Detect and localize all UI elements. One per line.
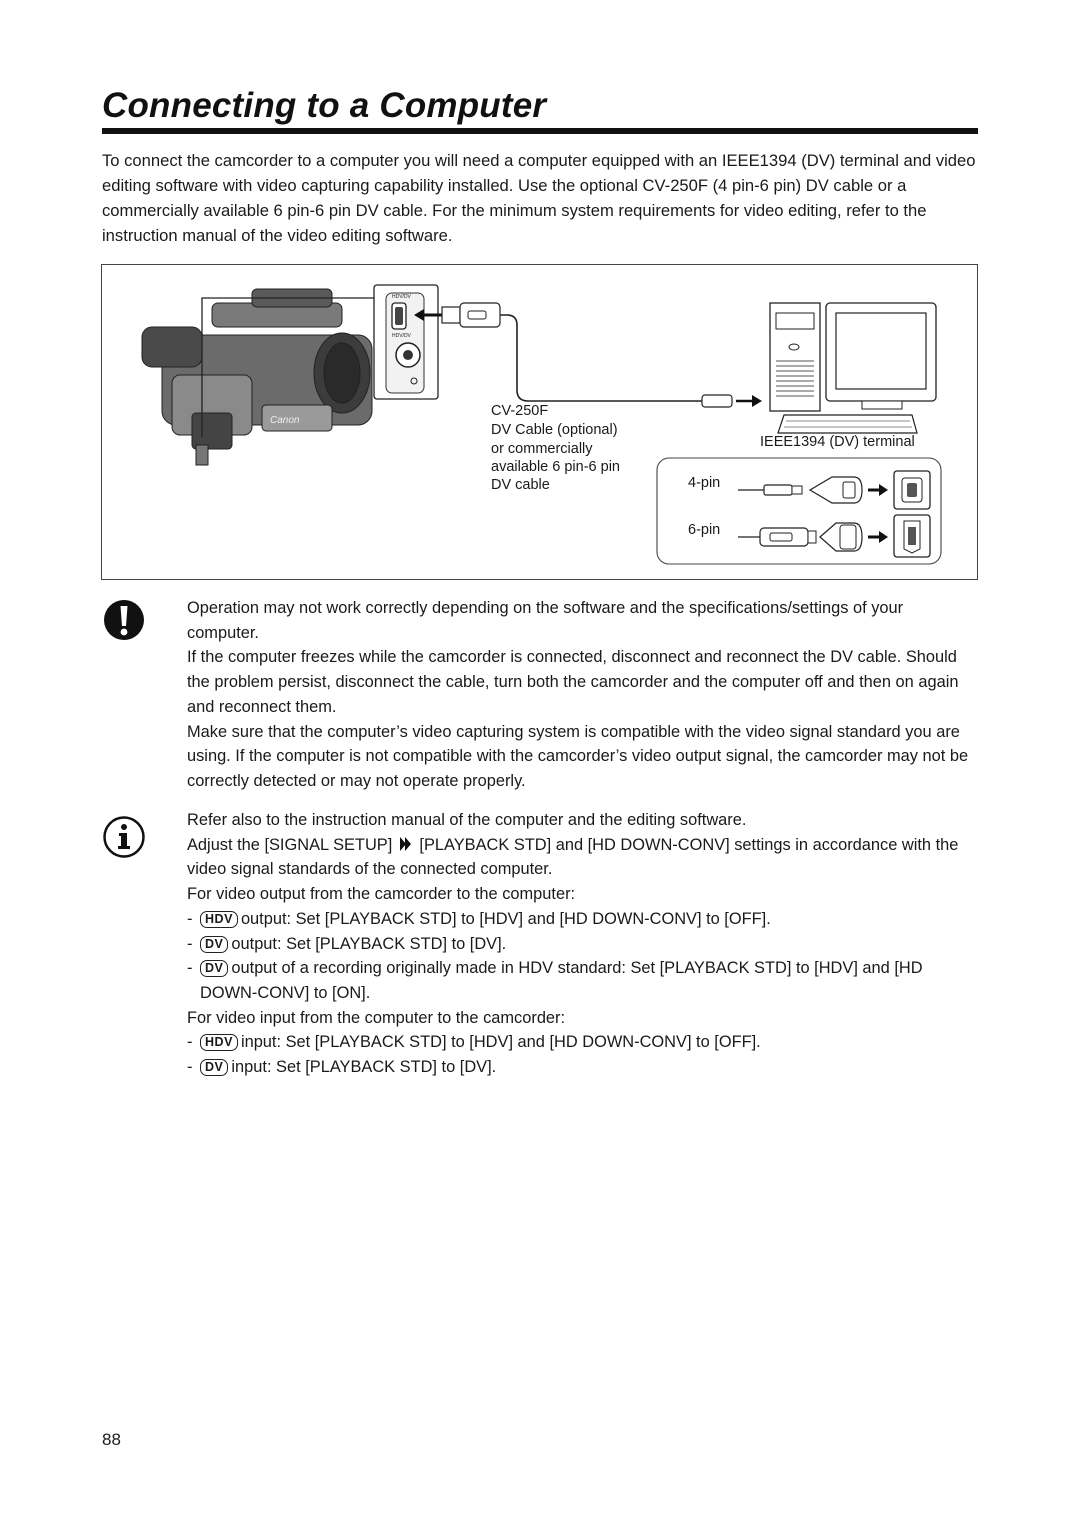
intro-paragraph: To connect the camcorder to a computer you will need a computer equipped with an IEEE1394 (DV) terminal and video editing software with video capturing capability installed. Use the optional CV-250F (4 pin-6 pin) DV cable or a commercially available 6 pin-6 pin DV cable. For the minimum system requirements for video editing, refer to the instruction manual of the video editing software.	[102, 151, 976, 245]
hdv-badge: HDV	[200, 911, 238, 928]
info-paragraph-1: Refer also to the instruction manual of the computer and the editing software.	[187, 811, 747, 829]
info-paragraph-2a: Adjust the [SIGNAL SETUP]	[187, 835, 393, 854]
page-number: 88	[102, 1430, 121, 1449]
camcorder-illustration	[142, 289, 372, 465]
menu-arrow-icon	[399, 836, 413, 852]
caution-paragraph-3: Make sure that the computer’s video capturing system is compatible with the video signal standard you are using. If the computer is not compatible with the camcorder’s video output signal, the camcorder may not be correctly detected or may not operate properly.	[187, 722, 969, 790]
cable-label-line4: available 6 pin-6 pin	[491, 459, 620, 475]
output-item-hdv: - HDV output: Set [PLAYBACK STD] to [HDV] and [HD DOWN-CONV] to [OFF].	[187, 909, 771, 928]
info-paragraph-2	[187, 833, 977, 882]
cable-label-line3: or commercially	[491, 441, 593, 457]
info-paragraph-3: For video output from the camcorder to the computer:	[187, 885, 576, 904]
output-item-dv: - DV output: Set [PLAYBACK STD] to [DV].	[187, 934, 507, 953]
plug-6pin	[760, 528, 808, 546]
cable-label-line2: DV Cable (optional)	[491, 422, 618, 438]
dv-badge: DV	[200, 936, 228, 953]
jack-label-top: HDV/DV	[392, 294, 411, 300]
info-paragraph-4: For video input from the computer to the camcorder:	[187, 1008, 566, 1027]
dv-plug-6pin	[702, 395, 732, 407]
jack-label-bottom: HDV/DV	[392, 333, 411, 339]
caution-paragraph-1: Operation may not work correctly depending on the software and the specifications/settings of your computer.	[187, 599, 904, 642]
hdv-badge: HDV	[200, 1034, 238, 1051]
dv-badge: DV	[200, 1059, 228, 1076]
pin6-label: 6-pin	[688, 522, 721, 538]
caution-paragraph-2: If the computer freezes while the camcorder is connected, disconnect and reconnect the DV cable. Should the problem persist, disconnect the cable, turn both the camcorder and the computer off and then on again and reconnect them.	[187, 648, 959, 716]
info-icon	[102, 815, 146, 859]
input-item-hdv: - HDV input: Set [PLAYBACK STD] to [HDV] and [HD DOWN-CONV] to [OFF].	[187, 1033, 761, 1052]
info-paragraph-2b: [PLAYBACK STD] and [HD DOWN-CONV] settings in accordance with the video signal standards of the connected computer.	[187, 835, 959, 879]
cable-label-line5: DV cable	[491, 477, 550, 493]
terminal-label: IEEE1394 (DV) terminal	[760, 434, 915, 450]
dv-terminal-panel	[374, 285, 438, 399]
connection-diagram	[101, 264, 978, 580]
title-rule	[102, 128, 978, 134]
dv-badge: DV	[200, 960, 228, 977]
input-item-dv: - DV input: Set [PLAYBACK STD] to [DV].	[187, 1058, 497, 1077]
computer-illustration	[770, 303, 936, 433]
output-item-dv-hdv-recording: - DV output of a recording originally made in HDV standard: Set [PLAYBACK STD] to [HDV] and [HD DOWN-CONV] to [ON].	[187, 959, 923, 1002]
pin4-label: 4-pin	[688, 475, 721, 491]
caution-icon	[102, 598, 146, 642]
dv-cable	[500, 315, 702, 401]
info-notes	[187, 808, 977, 1080]
page-title: Connecting to a Computer	[102, 86, 547, 125]
plug-4pin	[764, 485, 792, 495]
caution-notes	[187, 596, 977, 794]
cable-label-line1: CV-250F	[491, 403, 549, 419]
camera-brand-text: Canon	[270, 415, 300, 426]
dv-plug-4pin	[442, 307, 460, 323]
